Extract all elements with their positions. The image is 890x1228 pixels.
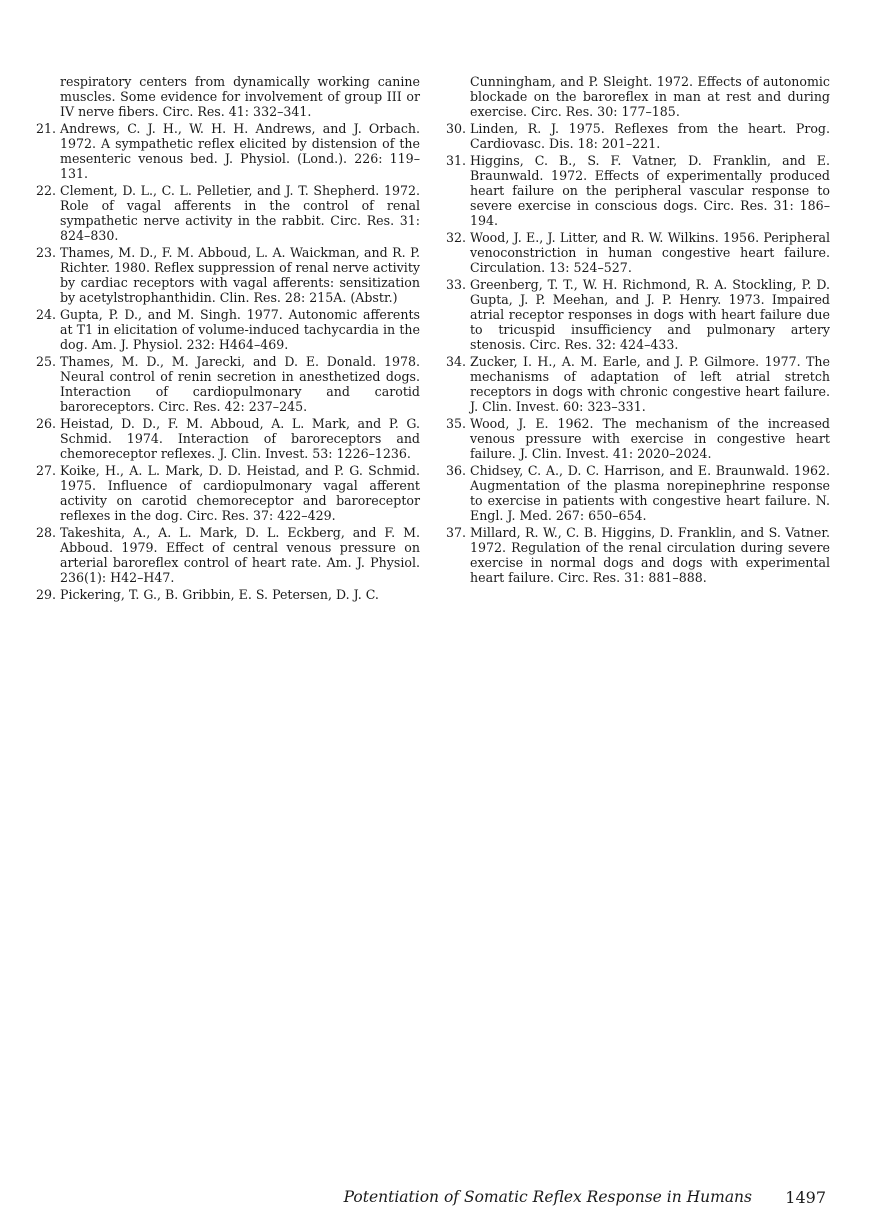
reference-entry	[36, 121, 420, 181]
running-title: Potentiation of Somatic Reflex Response in Humans	[343, 1188, 752, 1206]
reference-text: Thames, M. D., F. M. Abboud, L. A. Waickman, and R. P. Richter. 1980. Reflex suppression of renal nerve activity by cardiac receptors with vagal afferents: sensitization by acetylstrophanthidin. Clin. Res. 28: 215A. (Abstr.)	[60, 245, 420, 305]
reference-entry	[36, 463, 420, 523]
reference-number: 28.	[36, 525, 57, 540]
reference-entry	[36, 416, 420, 461]
reference-column-left	[36, 74, 420, 604]
reference-text: Millard, R. W., C. B. Higgins, D. Franklin, and S. Vatner. 1972. Regulation of the renal circulation during severe exercise in normal dogs and dogs with experimental heart failure. Circ. Res. 31: 881–888.	[470, 525, 830, 585]
reference-text: Zucker, I. H., A. M. Earle, and J. P. Gilmore. 1977. The mechanisms of adaptation of left atrial stretch receptors in dogs with chronic congestive heart failure. J. Clin. Invest. 60: 323–331.	[470, 354, 830, 414]
reference-number: 25.	[36, 354, 57, 369]
reference-entry	[36, 245, 420, 305]
reference-text: Linden, R. J. 1975. Reflexes from the heart. Prog. Cardiovasc. Dis. 18: 201–221.	[470, 121, 830, 151]
reference-text: Higgins, C. B., S. F. Vatner, D. Franklin, and E. Braunwald. 1972. Effects of experimentally produced heart failure on the peripheral vascular response to severe exercise in conscious dogs. Circ. Res. 31: 186–194.	[470, 153, 830, 228]
reference-text: Pickering, T. G., B. Gribbin, E. S. Petersen, D. J. C.	[60, 587, 379, 602]
reference-entry	[446, 277, 830, 352]
reference-number: 34.	[446, 354, 467, 369]
reference-number: 26.	[36, 416, 57, 431]
reference-number: 22.	[36, 183, 57, 198]
reference-entry	[36, 307, 420, 352]
reference-number: 27.	[36, 463, 57, 478]
reference-number: 24.	[36, 307, 57, 322]
reference-text: Greenberg, T. T., W. H. Richmond, R. A. Stockling, P. D. Gupta, J. P. Meehan, and J. P. Henry. 1973. Impaired atrial receptor responses in dogs with heart failure due to tricuspid insufficiency and pulmonary artery stenosis. Circ. Res. 32: 424–433.	[470, 277, 830, 352]
reference-text: Takeshita, A., A. L. Mark, D. L. Eckberg, and F. M. Abboud. 1979. Effect of central venous pressure on arterial baroreflex control of heart rate. Am. J. Physiol. 236(1): H42–H47.	[60, 525, 420, 585]
reference-number: 32.	[446, 230, 467, 245]
reference-entry	[446, 525, 830, 585]
reference-number: 37.	[446, 525, 467, 540]
reference-number: 21.	[36, 121, 57, 136]
reference-entry	[36, 183, 420, 243]
reference-entry	[36, 587, 420, 602]
reference-number: 30.	[446, 121, 467, 136]
reference-number: 36.	[446, 463, 467, 478]
reference-text: Clement, D. L., C. L. Pelletier, and J. T. Shepherd. 1972. Role of vagal afferents in the control of renal sympathetic nerve activity in the rabbit. Circ. Res. 31: 824–830.	[60, 183, 420, 243]
reference-text: Gupta, P. D., and M. Singh. 1977. Autonomic afferents at T1 in elicitation of volume-induced tachycardia in the dog. Am. J. Physiol. 232: H464–469.	[60, 307, 420, 352]
reference-entry	[36, 525, 420, 585]
reference-text: Thames, M. D., M. Jarecki, and D. E. Donald. 1978. Neural control of renin secretion in anesthetized dogs. Interaction of cardiopulmonary and carotid baroreceptors. Circ. Res. 42: 237–245.	[60, 354, 420, 414]
reference-text: respiratory centers from dynamically working canine muscles. Some evidence for involvement of group III or IV nerve fibers. Circ. Res. 41: 332–341.	[60, 74, 420, 119]
reference-entry	[446, 354, 830, 414]
reference-entry	[446, 463, 830, 523]
reference-text: Koike, H., A. L. Mark, D. D. Heistad, and P. G. Schmid. 1975. Influence of cardiopulmonary vagal afferent activity on carotid chemoreceptor and baroreceptor reflexes in the dog. Circ. Res. 37: 422–429.	[60, 463, 420, 523]
reference-text: Andrews, C. J. H., W. H. H. Andrews, and J. Orbach. 1972. A sympathetic reflex elicited by distension of the mesenteric venous bed. J. Physiol. (Lond.). 226: 119–131.	[60, 121, 420, 181]
reference-text: Wood, J. E., J. Litter, and R. W. Wilkins. 1956. Peripheral venoconstriction in human congestive heart failure. Circulation. 13: 524–527.	[470, 230, 830, 275]
page-number: 1497	[785, 1188, 826, 1207]
reference-entry	[36, 74, 420, 119]
reference-number: 29.	[36, 587, 57, 602]
reference-number: 23.	[36, 245, 57, 260]
reference-entry	[446, 230, 830, 275]
reference-entry	[446, 121, 830, 151]
reference-text: Chidsey, C. A., D. C. Harrison, and E. Braunwald. 1962. Augmentation of the plasma norepinephrine response to exercise in patients with congestive heart failure. N. Engl. J. Med. 267: 650–654.	[470, 463, 830, 523]
reference-entry	[446, 74, 830, 119]
reference-text: Heistad, D. D., F. M. Abboud, A. L. Mark, and P. G. Schmid. 1974. Interaction of baroreceptors and chemoreceptor reflexes. J. Clin. Invest. 53: 1226–1236.	[60, 416, 420, 461]
reference-entry	[446, 416, 830, 461]
reference-entry	[446, 153, 830, 228]
reference-text: Wood, J. E. 1962. The mechanism of the increased venous pressure with exercise in congestive heart failure. J. Clin. Invest. 41: 2020–2024.	[470, 416, 830, 461]
page-footer	[0, 1188, 890, 1212]
reference-entry	[36, 354, 420, 414]
reference-text: Cunningham, and P. Sleight. 1972. Effects of autonomic blockade on the baroreflex in man at rest and during exercise. Circ. Res. 30: 177–185.	[470, 74, 830, 119]
reference-number: 33.	[446, 277, 467, 292]
reference-number: 31.	[446, 153, 467, 168]
reference-number: 35.	[446, 416, 467, 431]
reference-column-right	[446, 74, 830, 587]
